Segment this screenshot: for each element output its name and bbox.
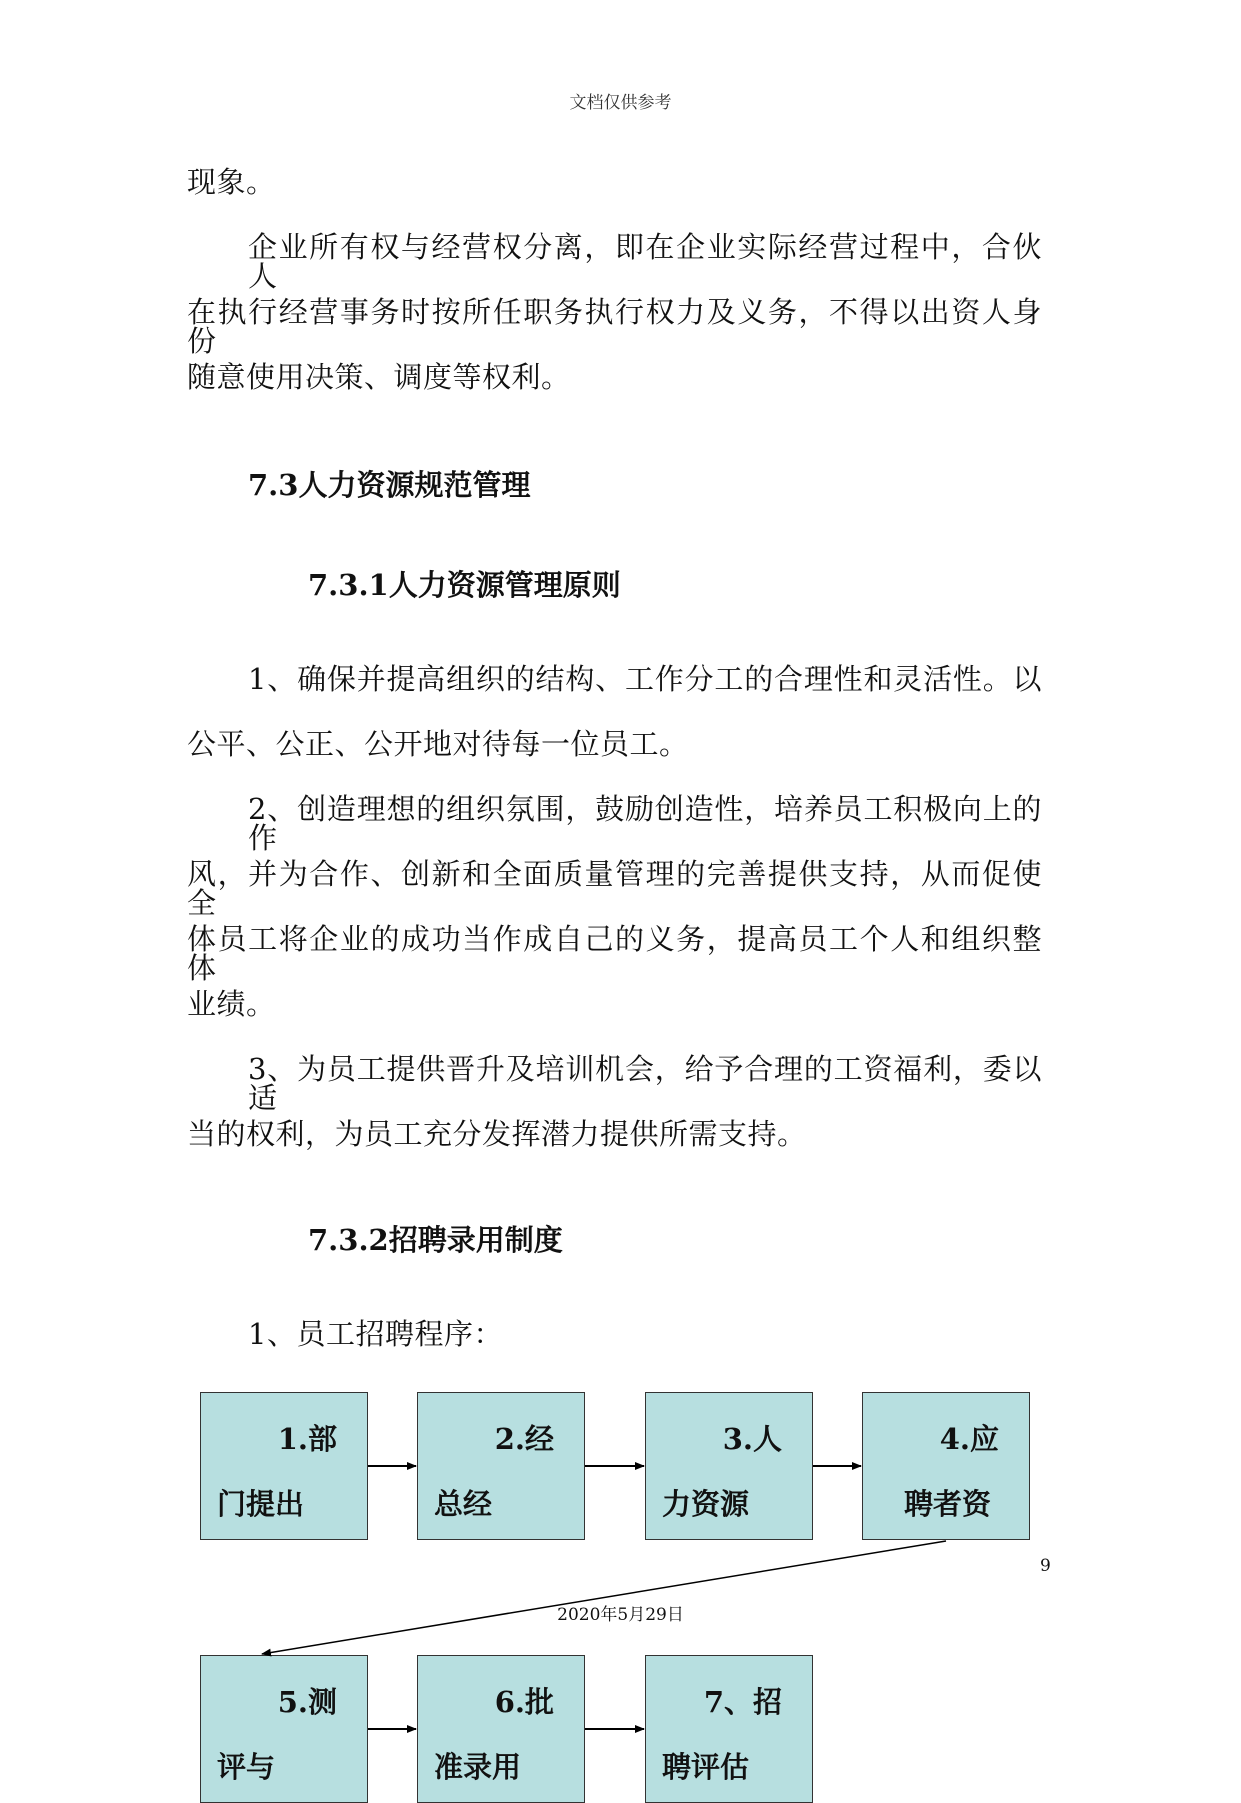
flow-box-label: 2.经 [494, 1422, 554, 1456]
flow-box-label: 3.人 [722, 1422, 782, 1456]
paragraph-line: 业绩。 [187, 987, 276, 1021]
paragraph-line: 现象。 [187, 165, 276, 199]
flow-box-label: 总经 [434, 1487, 493, 1521]
flow-box-label: 聘评估 [662, 1750, 750, 1784]
flow-box-label: 聘者资 [903, 1487, 991, 1521]
paragraph-line: 当的权利，为员工充分发挥潜力提供所需支持。 [187, 1117, 807, 1151]
paragraph-line: 体员工将企业的成功当作成自己的义务，提高员工个人和组织整体 [187, 922, 1042, 985]
flow-box-label: 6.批 [494, 1685, 554, 1719]
flow-box-label: 5.测 [277, 1685, 337, 1719]
paragraph-line: 1、员工招聘程序： [248, 1317, 503, 1351]
flow-box-label: 门提出 [217, 1487, 305, 1521]
paragraph-line: 随意使用决策、调度等权利。 [187, 360, 571, 394]
paragraph-line: 2、创造理想的组织氛围，鼓励创造性，培养员工积极向上的作 [248, 792, 1042, 855]
paragraph-line: 企业所有权与经营权分离，即在企业实际经营过程中，合伙人 [248, 230, 1042, 293]
flow-box-label: 1.部 [277, 1422, 337, 1456]
paragraph-line: 在执行经营事务时按所任职务执行权力及义务，不得以出资人身份 [187, 295, 1042, 358]
footer-date: 2020年5月29日 [557, 1605, 684, 1625]
paragraph-line: 公平、公正、公开地对待每一位员工。 [187, 727, 689, 761]
flow-box-label: 力资源 [662, 1487, 750, 1521]
flow-box-label: 7、招 [703, 1685, 782, 1719]
page-header: 文档仅供参考 [569, 93, 672, 113]
flow-box-label: 4.应 [939, 1422, 999, 1456]
paragraph-line: 3、为员工提供晋升及培训机会，给予合理的工资福利，委以适 [248, 1052, 1042, 1115]
flow-box-label: 准录用 [434, 1750, 522, 1784]
flow-box-label: 评与 [217, 1750, 276, 1784]
arrow-4-to-5 [262, 1541, 946, 1654]
subsection-heading: 7.3.1人力资源管理原则 [308, 568, 621, 602]
paragraph-line: 1、确保并提高组织的结构、工作分工的合理性和灵活性。以 [248, 662, 1042, 696]
paragraph-line: 风，并为合作、创新和全面质量管理的完善提供支持，从而促使全 [187, 857, 1042, 920]
section-heading: 7.3人力资源规范管理 [248, 468, 531, 502]
subsection-heading: 7.3.2招聘录用制度 [308, 1223, 563, 1257]
page-number: 9 [1040, 1556, 1051, 1576]
